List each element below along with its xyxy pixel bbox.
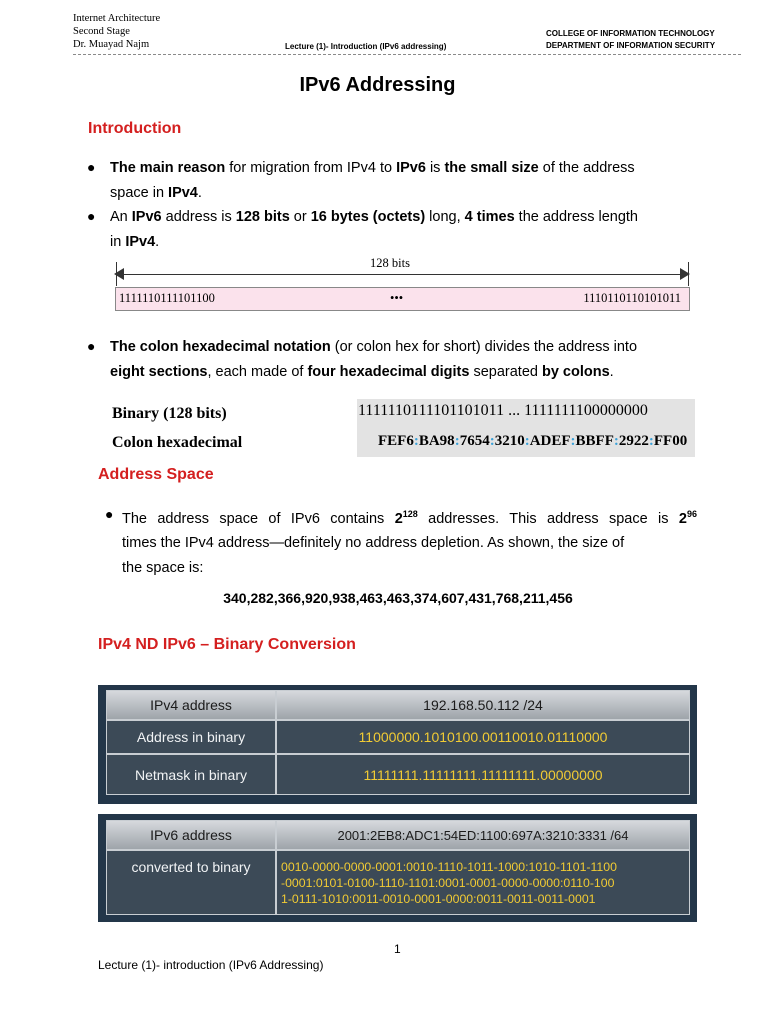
address-space-text bbox=[122, 502, 697, 580]
colon-separator: : bbox=[648, 433, 654, 449]
page-title: IPv6 Addressing bbox=[299, 74, 456, 96]
header-divider bbox=[73, 54, 741, 55]
text-segment: 4 times bbox=[464, 209, 515, 225]
department-name: DEPARTMENT OF INFORMATION SECURITY bbox=[546, 41, 716, 50]
hex-group: 3210 bbox=[494, 433, 525, 449]
address-space-line-3: the space is: bbox=[122, 559, 204, 576]
text-segment: eight sections bbox=[110, 363, 208, 380]
text-segment: space in bbox=[110, 184, 169, 201]
converted-binary-value bbox=[276, 850, 690, 915]
text-segment: address is bbox=[161, 209, 236, 225]
colon-hex-value bbox=[378, 433, 687, 450]
netmask-binary-value: 11111111.11111111.11111111.00000000 bbox=[276, 754, 690, 795]
ipv4-table bbox=[98, 685, 697, 804]
bullet-dot: ● bbox=[87, 208, 96, 224]
colon-separator: : bbox=[570, 433, 576, 449]
text-segment: IPv4 bbox=[125, 233, 156, 250]
bullet-1-text bbox=[110, 156, 700, 205]
bullet-2-text bbox=[110, 205, 700, 254]
netmask-binary-label: Netmask in binary bbox=[106, 754, 276, 795]
ipv6-address-value: 2001:2EB8:ADC1:54ED:1100:697A:3210:3331 /64 bbox=[276, 820, 690, 850]
bits-box bbox=[115, 287, 690, 311]
stage: Second Stage bbox=[73, 26, 130, 37]
converted-binary-label: converted to binary bbox=[106, 850, 276, 915]
introduction-heading: Introduction bbox=[88, 120, 182, 137]
hex-group: FEF6 bbox=[378, 433, 414, 449]
bits-ellipsis: ••• bbox=[390, 291, 404, 305]
text-segment: An bbox=[110, 209, 132, 225]
text-segment: (or colon hex for short) divides the address into bbox=[330, 339, 638, 355]
colon-hex-label: Colon hexadecimal bbox=[112, 434, 243, 451]
text-segment: in bbox=[110, 233, 126, 250]
hex-group: BA98 bbox=[418, 433, 455, 449]
address-space-line-1 bbox=[122, 502, 697, 531]
ipv6-table bbox=[98, 814, 697, 922]
text-segment: . bbox=[609, 363, 614, 380]
text-segment: of the address bbox=[538, 160, 635, 176]
text-segment: or bbox=[289, 209, 311, 225]
binary-line: 1-0111-1010:0011-0010-0001-0000:0011-0011-0011-0001 bbox=[281, 891, 596, 906]
binary-line: 0010-0000-0000-0001:0010-1110-1011-1000:1010-1101-1100 bbox=[281, 859, 617, 874]
text-segment: long, bbox=[425, 209, 465, 225]
address-binary-label: Address in binary bbox=[106, 720, 276, 754]
text-segment: the address length bbox=[514, 209, 638, 225]
address-space-heading: Address Space bbox=[98, 466, 214, 483]
text-segment: IPv6 bbox=[396, 160, 426, 176]
text-segment: the small size bbox=[444, 160, 539, 176]
bits-right: 1110110110101011 bbox=[583, 291, 681, 305]
bullet-dot: ● bbox=[87, 338, 96, 354]
text-segment: The main reason bbox=[110, 160, 226, 176]
hex-group: 2922 bbox=[618, 433, 649, 449]
text-segment: IPv6 bbox=[131, 209, 162, 225]
colon-separator: : bbox=[524, 433, 530, 449]
text-segment: addresses. This address space is bbox=[417, 510, 679, 527]
text-segment: , each made of bbox=[207, 363, 308, 380]
text-segment: 2 bbox=[678, 510, 687, 527]
exponent: 96 bbox=[686, 509, 697, 519]
diagram-arrow-line bbox=[117, 274, 688, 275]
header-right bbox=[546, 28, 715, 52]
course-name: Internet Architecture bbox=[73, 13, 161, 24]
address-binary-value: 11000000.1010100.00110010.01110000 bbox=[276, 720, 690, 754]
conversion-heading: IPv4 ND IPv6 – Binary Conversion bbox=[98, 636, 356, 653]
binary-line: -0001:0101-0100-1110-1101:0001-0001-0000-0000:0110-100 bbox=[281, 875, 615, 890]
address-space-line-2: times the IPv4 address—definitely no address depletion. As shown, the size of bbox=[122, 535, 625, 552]
arrow-left-icon bbox=[114, 268, 124, 280]
text-segment: IPv4 bbox=[168, 184, 198, 201]
bits-left: 1111110111101100 bbox=[119, 291, 215, 305]
address-space-number: 340,282,366,920,938,463,463,374,607,431,768,211,456 bbox=[223, 590, 573, 606]
arrow-right-icon bbox=[680, 268, 690, 280]
text-segment: The address space of IPv6 contains bbox=[122, 510, 395, 527]
instructor: Dr. Muayad Najm bbox=[73, 39, 150, 50]
colon-separator: : bbox=[454, 433, 460, 449]
text-segment: 2 bbox=[394, 510, 403, 527]
binary-value: 1111110111101101011 ... 1111111100000000 bbox=[358, 402, 648, 419]
lecture-header: Lecture (1)- Introduction (IPv6 addressing) bbox=[285, 42, 447, 51]
bullet-3-text bbox=[110, 335, 700, 384]
ipv4-address-value: 192.168.50.112 /24 bbox=[276, 690, 690, 720]
text-segment: . bbox=[197, 184, 202, 201]
text-segment: for migration from IPv4 to bbox=[225, 160, 397, 176]
text-segment: is bbox=[425, 160, 445, 176]
hex-group: FF00 bbox=[653, 433, 688, 449]
hex-group: 7654 bbox=[459, 433, 490, 449]
ipv4-address-label: IPv4 address bbox=[106, 690, 276, 720]
binary-label: Binary (128 bits) bbox=[112, 405, 227, 422]
footer-text: Lecture (1)- introduction (IPv6 Addressing) bbox=[98, 958, 324, 972]
ipv6-address-label: IPv6 address bbox=[106, 820, 276, 850]
colon-separator: : bbox=[489, 433, 495, 449]
text-segment: The colon hexadecimal notation bbox=[110, 339, 331, 355]
bullet-dot: ● bbox=[105, 506, 114, 522]
exponent: 128 bbox=[402, 509, 418, 519]
colon-separator: : bbox=[613, 433, 619, 449]
text-segment: separated bbox=[469, 363, 542, 380]
header-left bbox=[73, 12, 160, 51]
hex-group: ADEF bbox=[529, 433, 571, 449]
college-name: COLLEGE OF INFORMATION TECHNOLOGY bbox=[546, 29, 715, 38]
text-segment: 128 bits bbox=[235, 209, 290, 225]
text-segment: 16 bytes (octets) bbox=[310, 209, 426, 225]
bits-label: 128 bits bbox=[370, 256, 410, 270]
hex-group: BBFF bbox=[575, 433, 614, 449]
bullet-dot: ● bbox=[87, 159, 96, 175]
text-segment: four hexadecimal digits bbox=[307, 363, 470, 380]
page-number: 1 bbox=[394, 942, 401, 956]
colon-separator: : bbox=[413, 433, 419, 449]
text-segment: . bbox=[155, 233, 160, 250]
text-segment: by colons bbox=[541, 363, 610, 380]
